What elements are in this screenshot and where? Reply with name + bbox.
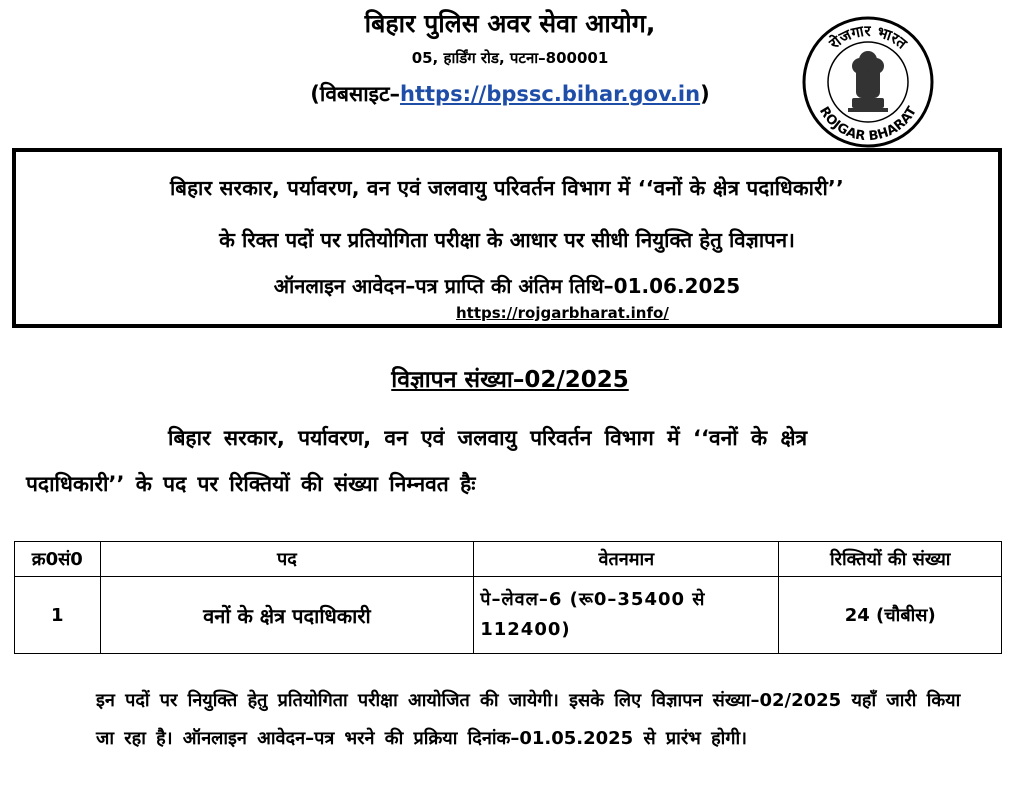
advertisement-number [0, 362, 1020, 394]
process-paragraph: इन पदों पर नियुक्ति हेतु प्रतियोगिता परीक्षा आयोजित की जायेगी। इसके लिए विज्ञापन संख्या–02/2025 यहाँ जारी किया जा रहा है। ऑनलाइन आवेदन–पत्र भरने की प्रक्रिया दिनांक–01.05.2025 से प्रारंभ होगी। [96, 690, 961, 749]
rojgar-bharat-seal-logo [800, 14, 936, 150]
cell-serial: 1 [15, 577, 101, 654]
notice-line-1: बिहार सरकार, पर्यावरण, वन एवं जलवायु परिवर्तन विभाग में ‘‘वनों के क्षेत्र पदाधिकारी’’ [169, 176, 845, 200]
header-serial: क्र0सं0 [15, 542, 101, 577]
organization-address: 05, हार्डिंग रोड, पटना–800001 [411, 49, 609, 67]
header-vacancy-count: रिक्तियों की संख्या [779, 542, 1002, 577]
intro-line-2: पदाधिकारी’’ के पद पर रिक्तियों की संख्या निम्नवत हैः [26, 472, 476, 496]
cell-vacancy-count: 24 (चौबीस) [779, 577, 1002, 654]
source-link[interactable]: https://rojgarbharat.info/ [456, 304, 669, 322]
header-post: पद [100, 542, 474, 577]
cell-pay-scale: पे–लेवल–6 (रू0–35400 से 112400) [474, 577, 779, 654]
table-header-row [15, 542, 1002, 577]
table-row [15, 577, 1002, 654]
website-link[interactable]: https://bpssc.bihar.gov.in [400, 82, 701, 106]
advertisement-number-text: विज्ञापन संख्या–02/2025 [391, 367, 629, 393]
website-prefix: (विबसाइट– [310, 82, 401, 106]
notice-box [12, 148, 1002, 328]
seal-text-bottom: ROJGAR BHARAT [815, 104, 921, 145]
header-pay-scale: वेतनमान [474, 542, 779, 577]
website-suffix: ) [700, 82, 710, 106]
seal-text-top: रोजगार भारत [825, 21, 911, 53]
notice-line-2: के रिक्त पदों पर प्रतियोगिता परीक्षा के आधार पर सीधी नियुक्ति हेतु विज्ञापन। [219, 228, 795, 252]
intro-line-1: बिहार सरकार, पर्यावरण, वन एवं जलवायु परिवर्तन विभाग में ‘‘वनों के क्षेत्र [168, 426, 808, 450]
organization-name: बिहार पुलिस अवर सेवा आयोग, [364, 9, 656, 38]
notice-deadline: ऑनलाइन आवेदन–पत्र प्राप्ति की अंतिम तिथि–01.06.2025 [273, 274, 741, 298]
vacancy-table [14, 541, 1002, 654]
cell-post: वनों के क्षेत्र पदाधिकारी [100, 577, 474, 654]
